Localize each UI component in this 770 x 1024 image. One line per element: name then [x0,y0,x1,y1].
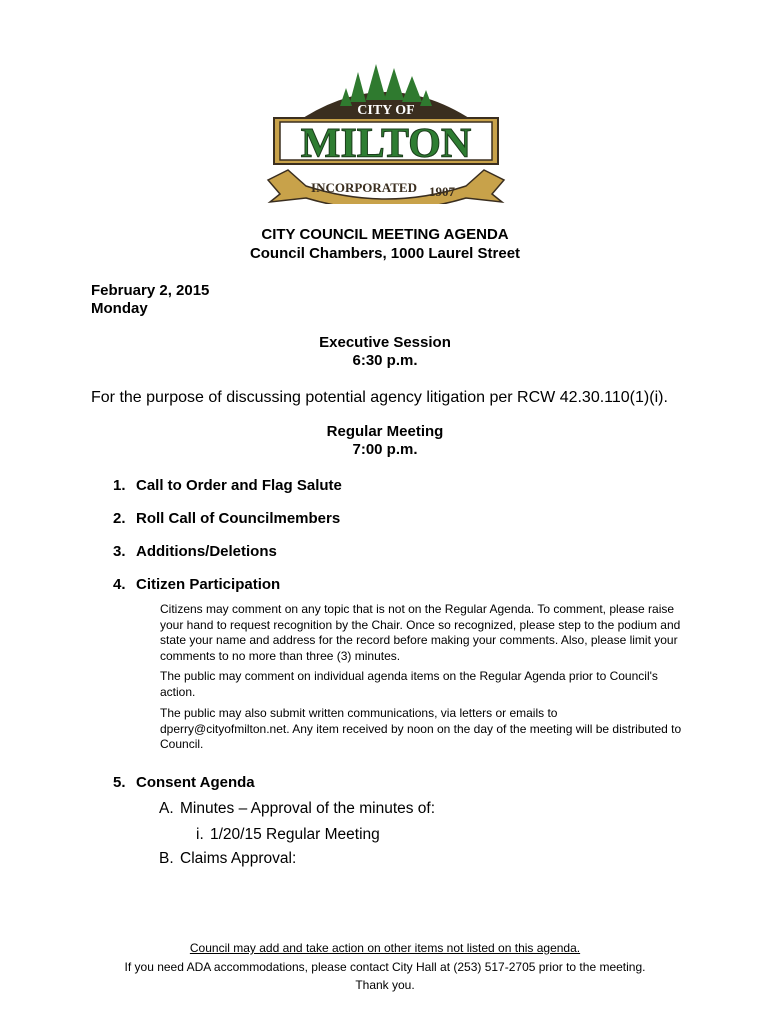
consent-item-b-text: Claims Approval: [180,850,297,867]
footer-note: Council may add and take action on other items not listed on this agenda. [189,941,581,955]
consent-item-a-i-text: 1/20/15 Regular Meeting [210,826,380,843]
consent-item-a-i-label: i. [196,826,204,843]
agenda-item-number: 4. [113,576,126,593]
consent-item-b-label: B. [159,850,174,867]
citizen-participation-paragraph: Citizens may comment on any topic that is not on the Regular Agenda. To comment, please raise your hand to request recognition by the Chair. Once so recognized, please step to the podium and state your name and address for the record before making your comments. Also, please limit your comments to no more than three (3) minutes. [160,602,681,663]
agenda-item [113,510,340,528]
citizen-participation-paragraph: The public may also submit written communications, via letters or emails to dperry@cityofmilton.net. Any item received by noon on the day of the meeting will be distributed to Council. [160,706,682,751]
consent-item-a-label: A. [159,800,174,817]
citizen-participation-paragraph: The public may comment on individual agenda items on the Regular Agenda prior to Council's action. [160,669,658,699]
agenda-item-number: 3. [113,543,126,560]
logo-city-of-text: CITY OF [357,103,415,118]
footer-thanks: Thank you. [355,978,415,992]
executive-session-title: Executive Session [319,334,451,351]
agenda-item [113,774,255,792]
logo-milton-text: MILTON [300,121,472,167]
executive-session-time: 6:30 p.m. [352,352,418,369]
agenda-item-number: 1. [113,477,126,494]
agenda-item [113,543,277,561]
consent-item-a [159,800,435,818]
agenda-title: CITY COUNCIL MEETING AGENDA [261,226,509,243]
agenda-item-label: Call to Order and Flag Salute [136,477,342,494]
city-of-milton-logo [266,62,506,204]
agenda-item-label: Consent Agenda [136,774,255,791]
consent-item-a-text: Minutes – Approval of the minutes of: [180,800,436,817]
agenda-item-label: Roll Call of Councilmembers [136,510,341,527]
footer-ada: If you need ADA accommodations, please contact City Hall at (253) 517-2705 prior to the meeting. [124,960,646,974]
consent-item-b [159,850,296,868]
regular-meeting-title: Regular Meeting [326,423,444,440]
meeting-date: February 2, 2015 [91,282,210,299]
agenda-item-label: Citizen Participation [136,576,281,593]
agenda-location: Council Chambers, 1000 Laurel Street [249,245,521,262]
agenda-item-label: Additions/Deletions [136,543,277,560]
agenda-item-number: 2. [113,510,126,527]
regular-meeting-time: 7:00 p.m. [352,441,418,458]
meeting-date-block [91,282,209,318]
agenda-item [113,477,342,495]
meeting-day: Monday [91,300,148,317]
logo-incorporated-text: INCORPORATED [311,180,417,195]
agenda-item [113,576,280,594]
consent-item-a-i [196,826,380,844]
logo-year-text: 1907 [429,184,455,199]
agenda-item-number: 5. [113,774,126,791]
executive-session-purpose: For the purpose of discussing potential agency litigation per RCW 42.30.110(1)(i). [91,389,668,406]
